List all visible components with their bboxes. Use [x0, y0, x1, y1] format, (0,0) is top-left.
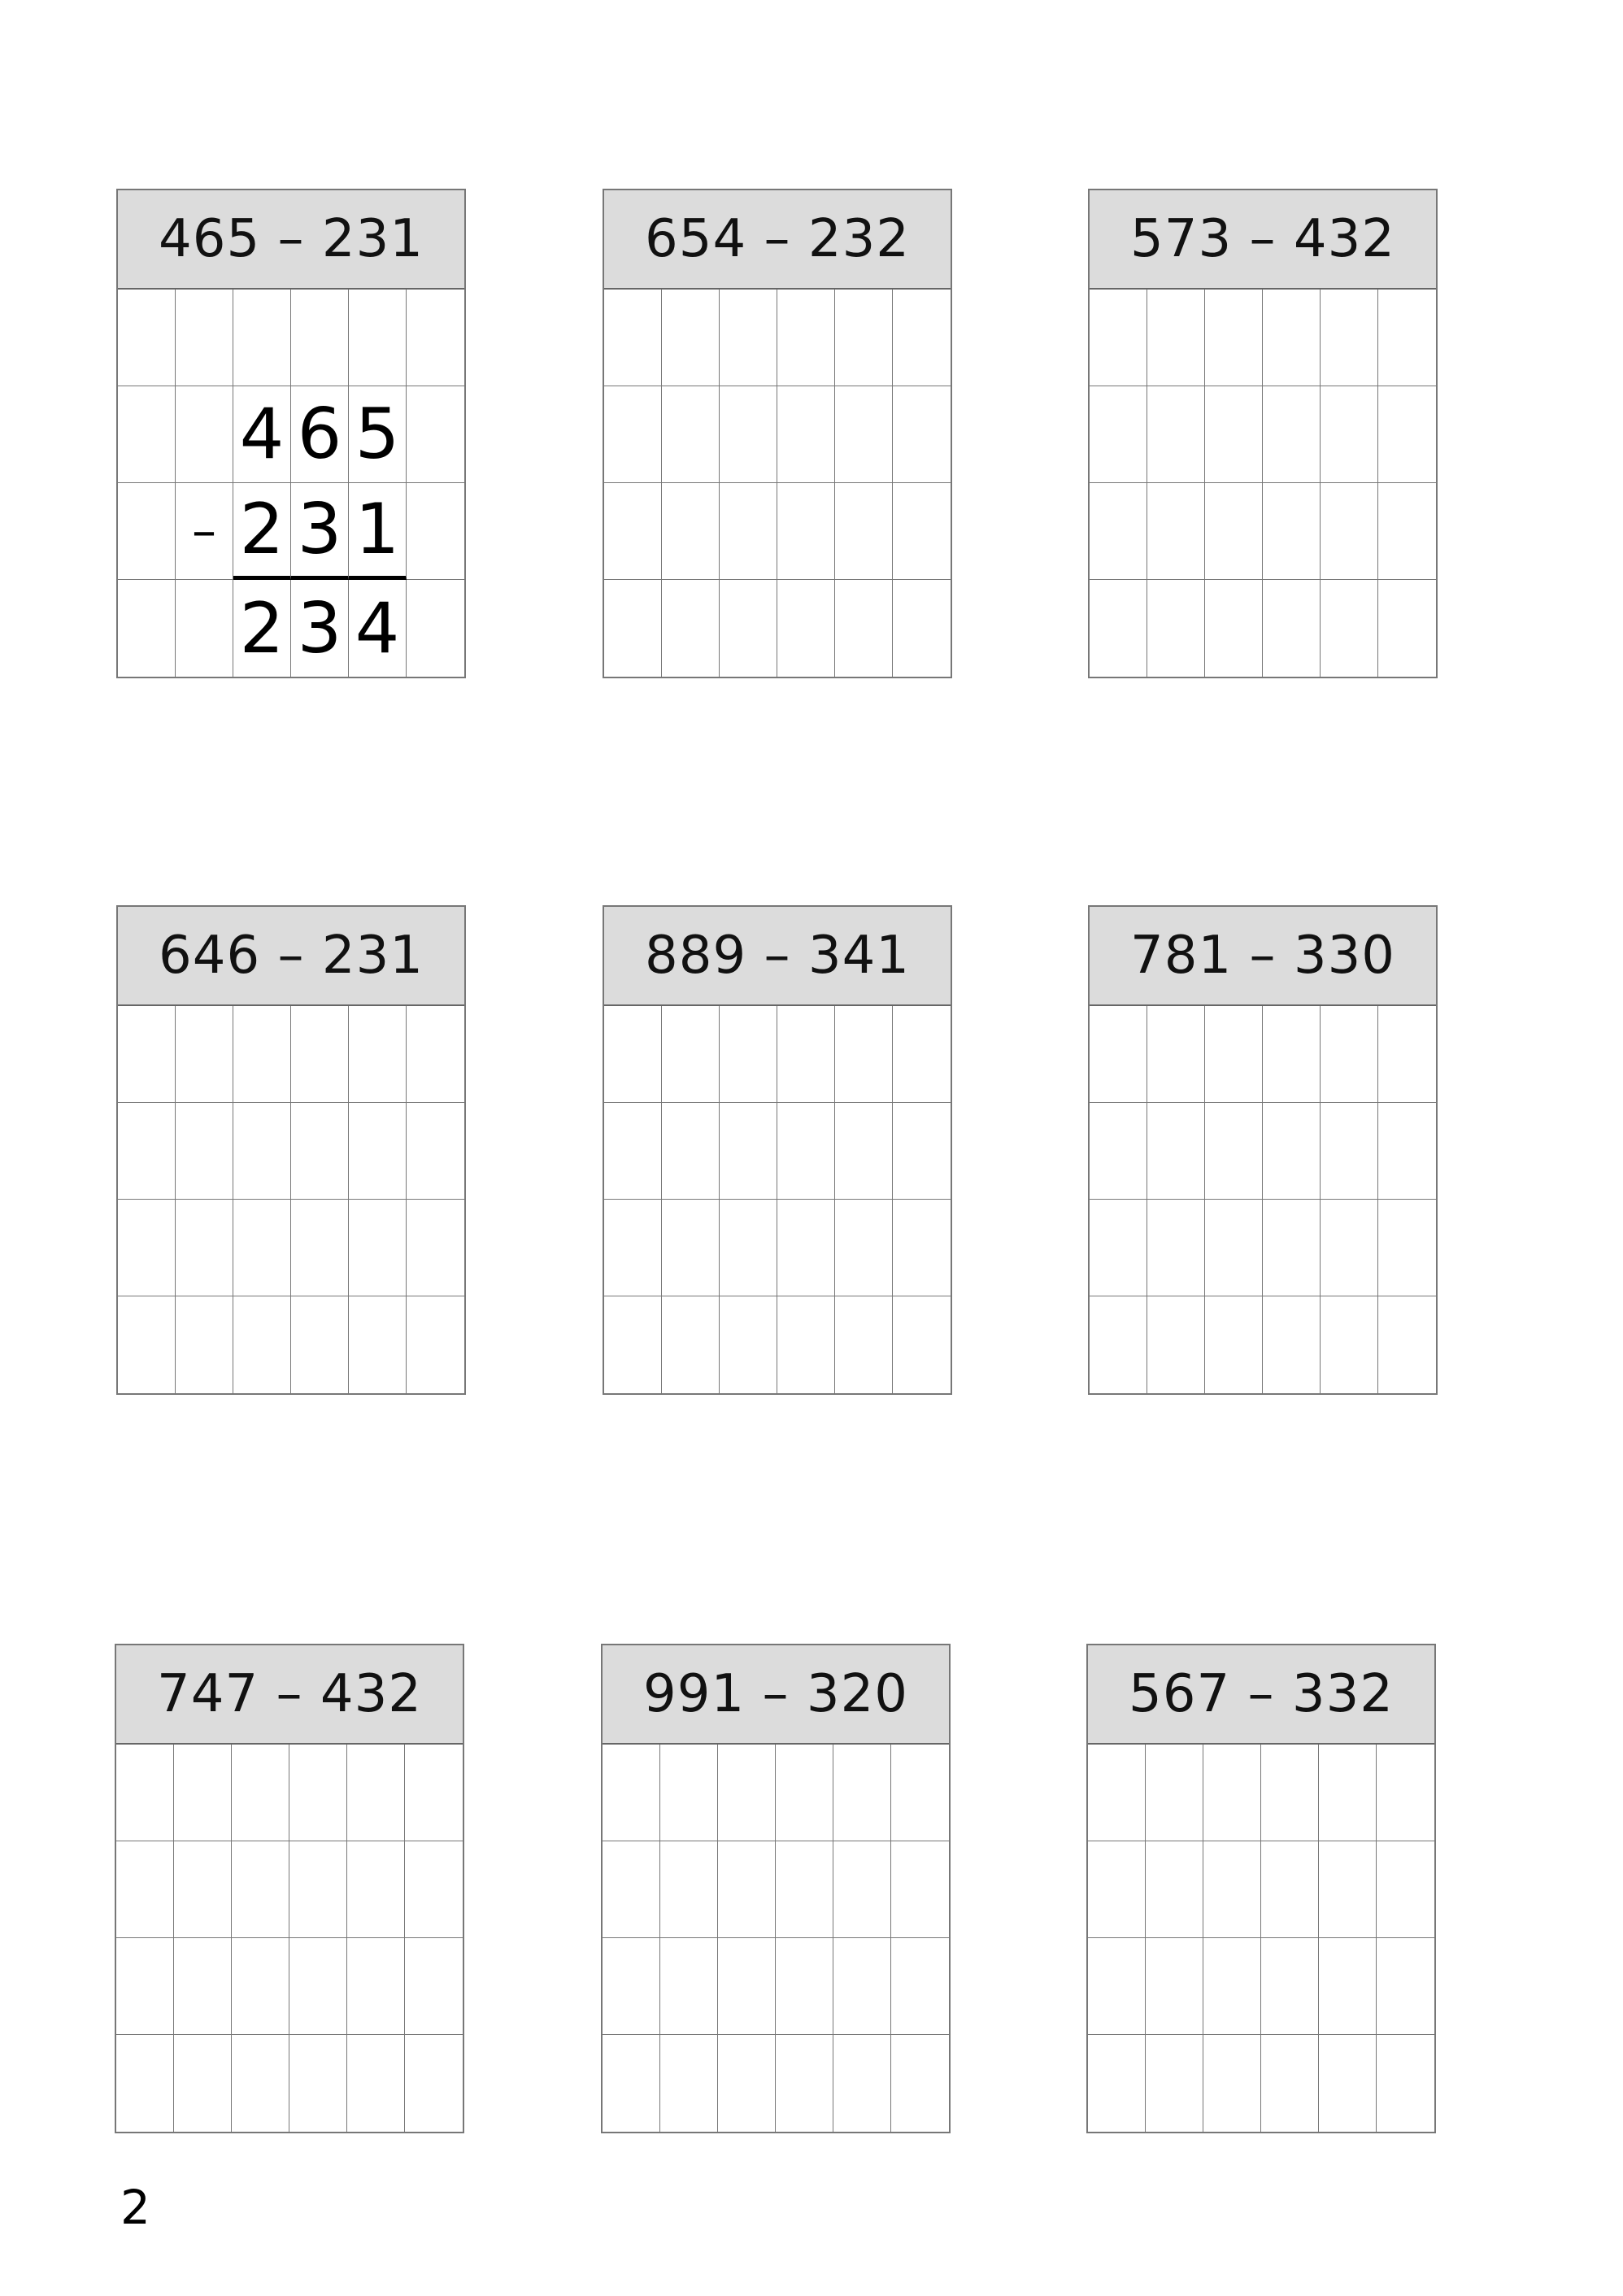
grid-cell[interactable] [291, 1103, 349, 1200]
grid-cell[interactable] [118, 1296, 176, 1393]
grid-cell[interactable] [720, 1103, 777, 1200]
grid-cell[interactable] [777, 1296, 835, 1393]
grid-cell[interactable] [891, 2035, 949, 2132]
problem-box-9 [1086, 1644, 1436, 2133]
grid-cell[interactable] [176, 1006, 233, 1103]
grid-cell[interactable] [662, 1006, 720, 1103]
grid-cell[interactable] [776, 1938, 833, 2035]
grid-cell[interactable] [1321, 386, 1378, 483]
grid-cell[interactable] [116, 1745, 174, 1841]
problem-expression: 465 – 231 [118, 190, 464, 290]
grid-cell[interactable] [777, 1103, 835, 1200]
problem-box-8 [601, 1644, 951, 2133]
problem-box-7 [115, 1644, 464, 2133]
grid-cell[interactable] [1263, 290, 1321, 386]
grid-cell[interactable] [1147, 1103, 1205, 1200]
grid-cell[interactable] [1090, 1200, 1147, 1296]
grid-cell[interactable] [233, 1296, 291, 1393]
grid-cell[interactable] [1203, 2035, 1261, 2132]
grid-cell[interactable] [1090, 1006, 1147, 1103]
problem-box-5 [603, 905, 952, 1395]
subtrahend-digit: 2 [233, 483, 291, 580]
minuend-digit: 4 [233, 386, 291, 483]
grid-cell[interactable] [232, 1841, 289, 1938]
grid-cell[interactable] [405, 1938, 463, 2035]
problem-expression: 747 – 432 [116, 1645, 463, 1745]
problem-expression: 654 – 232 [604, 190, 951, 290]
grid-cell[interactable] [1205, 1200, 1263, 1296]
grid-cell[interactable] [232, 1745, 289, 1841]
grid-cell[interactable] [118, 1006, 176, 1103]
grid-cell[interactable] [604, 1296, 662, 1393]
grid-cell[interactable] [662, 1103, 720, 1200]
grid-cell[interactable] [1090, 1296, 1147, 1393]
grid-cell[interactable] [1146, 1745, 1203, 1841]
grid-cell[interactable] [835, 580, 893, 677]
grid-cell[interactable] [893, 483, 951, 580]
page-number: 2 [120, 2180, 150, 2235]
grid-cell[interactable] [1263, 580, 1321, 677]
grid-cell[interactable] [776, 2035, 833, 2132]
grid-cell[interactable] [662, 290, 720, 386]
problem-expression: 781 – 330 [1090, 907, 1436, 1006]
grid-cell[interactable] [835, 1296, 893, 1393]
grid-cell [407, 483, 464, 580]
grid-cell[interactable] [833, 1745, 891, 1841]
grid-cell[interactable] [835, 1200, 893, 1296]
grid-cell[interactable] [176, 1296, 233, 1393]
grid-cell[interactable] [1146, 1938, 1203, 2035]
grid-cell[interactable] [1321, 1200, 1378, 1296]
grid-cell [291, 290, 349, 386]
grid-cell[interactable] [603, 1745, 660, 1841]
grid-cell[interactable] [718, 1841, 776, 1938]
grid-cell[interactable] [1203, 1938, 1261, 2035]
grid-cell[interactable] [291, 1006, 349, 1103]
grid-cell[interactable] [176, 1200, 233, 1296]
grid-cell[interactable] [1263, 386, 1321, 483]
grid-cell[interactable] [835, 1103, 893, 1200]
grid-cell[interactable] [835, 483, 893, 580]
problem-expression: 889 – 341 [604, 907, 951, 1006]
grid-cell[interactable] [1146, 2035, 1203, 2132]
grid-cell[interactable] [118, 1103, 176, 1200]
grid-cell[interactable] [720, 580, 777, 677]
grid-cell [407, 386, 464, 483]
grid-cell[interactable] [893, 1103, 951, 1200]
grid-cell[interactable] [777, 290, 835, 386]
grid-cell[interactable] [604, 1200, 662, 1296]
grid-cell[interactable] [1147, 1200, 1205, 1296]
grid-cell[interactable] [1205, 1296, 1263, 1393]
grid-cell[interactable] [349, 1006, 407, 1103]
grid-cell[interactable] [1203, 1841, 1261, 1938]
grid-cell[interactable] [347, 2035, 405, 2132]
grid-cell[interactable] [833, 1841, 891, 1938]
grid-cell[interactable] [405, 1745, 463, 1841]
grid-cell[interactable] [891, 1938, 949, 2035]
grid-cell[interactable] [289, 1938, 347, 2035]
grid-cell[interactable] [1088, 1938, 1146, 2035]
grid-cell[interactable] [349, 1296, 407, 1393]
grid-cell[interactable] [233, 1103, 291, 1200]
grid-cell[interactable] [1147, 580, 1205, 677]
grid-cell[interactable] [662, 386, 720, 483]
grid-cell[interactable] [1205, 483, 1263, 580]
grid-cell[interactable] [1319, 2035, 1377, 2132]
grid-cell[interactable] [407, 1103, 464, 1200]
grid-cell[interactable] [833, 1938, 891, 2035]
grid-cell[interactable] [662, 1296, 720, 1393]
grid-cell[interactable] [604, 580, 662, 677]
grid-cell[interactable] [407, 1006, 464, 1103]
grid-cell[interactable] [233, 1006, 291, 1103]
grid-cell[interactable] [1378, 580, 1436, 677]
grid-cell[interactable] [1090, 386, 1147, 483]
grid-cell[interactable] [662, 483, 720, 580]
grid-cell[interactable] [720, 1006, 777, 1103]
grid-cell[interactable] [777, 483, 835, 580]
grid-cell[interactable] [232, 1938, 289, 2035]
grid-cell[interactable] [660, 1841, 718, 1938]
problem-expression: 646 – 231 [118, 907, 464, 1006]
grid-cell[interactable] [1205, 1006, 1263, 1103]
grid-cell[interactable] [116, 1841, 174, 1938]
grid-cell[interactable] [776, 1745, 833, 1841]
problem-expression: 567 – 332 [1088, 1645, 1434, 1745]
problem-expression: 573 – 432 [1090, 190, 1436, 290]
grid-cell[interactable] [891, 1745, 949, 1841]
grid-cell[interactable] [1321, 290, 1378, 386]
grid-cell[interactable] [1321, 580, 1378, 677]
problem-box-2 [603, 189, 952, 678]
grid-cell[interactable] [1263, 483, 1321, 580]
grid-cell[interactable] [349, 1200, 407, 1296]
answer-grid [118, 290, 464, 677]
grid-cell[interactable] [174, 1938, 232, 2035]
grid-cell[interactable] [777, 580, 835, 677]
grid-cell[interactable] [720, 1296, 777, 1393]
grid-cell[interactable] [347, 1745, 405, 1841]
grid-cell[interactable] [1378, 386, 1436, 483]
grid-cell[interactable] [603, 1938, 660, 2035]
grid-cell [118, 290, 176, 386]
grid-cell[interactable] [1261, 2035, 1319, 2132]
grid-cell[interactable] [1147, 1296, 1205, 1393]
grid-cell[interactable] [289, 1745, 347, 1841]
grid-cell[interactable] [720, 386, 777, 483]
grid-cell[interactable] [174, 1841, 232, 1938]
grid-cell[interactable] [1319, 1841, 1377, 1938]
grid-cell[interactable] [604, 386, 662, 483]
grid-cell[interactable] [777, 1006, 835, 1103]
grid-cell[interactable] [1319, 1745, 1377, 1841]
grid-cell[interactable] [662, 580, 720, 677]
grid-cell[interactable] [407, 1296, 464, 1393]
grid-cell[interactable] [720, 1200, 777, 1296]
grid-cell[interactable] [1263, 1006, 1321, 1103]
grid-cell[interactable] [1321, 1006, 1378, 1103]
grid-cell [233, 290, 291, 386]
grid-cell[interactable] [1378, 1006, 1436, 1103]
grid-cell[interactable] [777, 386, 835, 483]
grid-cell [118, 483, 176, 580]
grid-cell[interactable] [603, 2035, 660, 2132]
grid-cell[interactable] [776, 1841, 833, 1938]
grid-cell[interactable] [603, 1841, 660, 1938]
grid-cell[interactable] [1319, 1938, 1377, 2035]
grid-cell[interactable] [893, 1296, 951, 1393]
grid-cell[interactable] [1378, 483, 1436, 580]
grid-cell[interactable] [1263, 1296, 1321, 1393]
grid-cell [407, 580, 464, 677]
answer-grid[interactable] [604, 1006, 951, 1393]
grid-cell[interactable] [893, 290, 951, 386]
grid-cell[interactable] [1377, 1745, 1434, 1841]
answer-grid[interactable] [1090, 290, 1436, 677]
grid-cell[interactable] [116, 2035, 174, 2132]
answer-grid[interactable] [603, 1745, 949, 2132]
grid-cell[interactable] [1147, 386, 1205, 483]
grid-cell[interactable] [233, 1200, 291, 1296]
grid-cell[interactable] [835, 1006, 893, 1103]
grid-cell[interactable] [1263, 1200, 1321, 1296]
grid-cell[interactable] [232, 2035, 289, 2132]
grid-cell [176, 386, 233, 483]
grid-cell[interactable] [1205, 386, 1263, 483]
grid-cell[interactable] [660, 2035, 718, 2132]
grid-cell[interactable] [718, 1745, 776, 1841]
grid-cell[interactable] [174, 1745, 232, 1841]
answer-grid[interactable] [604, 290, 951, 677]
grid-cell[interactable] [405, 1841, 463, 1938]
grid-cell[interactable] [893, 1200, 951, 1296]
problem-box-3 [1088, 189, 1438, 678]
grid-cell[interactable] [1090, 1103, 1147, 1200]
grid-cell[interactable] [662, 1200, 720, 1296]
grid-cell[interactable] [174, 2035, 232, 2132]
grid-cell[interactable] [835, 290, 893, 386]
grid-cell[interactable] [604, 483, 662, 580]
grid-cell[interactable] [289, 1841, 347, 1938]
minuend-digit: 5 [349, 386, 407, 483]
grid-cell[interactable] [1203, 1745, 1261, 1841]
grid-cell[interactable] [1261, 1841, 1319, 1938]
grid-cell[interactable] [116, 1938, 174, 2035]
grid-cell[interactable] [1378, 290, 1436, 386]
subtrahend-digit: 3 [291, 483, 349, 580]
grid-cell[interactable] [1090, 483, 1147, 580]
grid-cell[interactable] [1321, 1296, 1378, 1393]
grid-cell[interactable] [660, 1745, 718, 1841]
grid-cell[interactable] [660, 1938, 718, 2035]
grid-cell[interactable] [1377, 1841, 1434, 1938]
grid-cell[interactable] [893, 386, 951, 483]
grid-cell[interactable] [718, 1938, 776, 2035]
grid-cell[interactable] [1205, 580, 1263, 677]
grid-cell[interactable] [604, 290, 662, 386]
grid-cell[interactable] [407, 1200, 464, 1296]
grid-cell[interactable] [1263, 1103, 1321, 1200]
grid-cell[interactable] [893, 580, 951, 677]
grid-cell[interactable] [1377, 1938, 1434, 2035]
grid-cell[interactable] [176, 1103, 233, 1200]
grid-cell[interactable] [289, 2035, 347, 2132]
grid-cell[interactable] [604, 1103, 662, 1200]
answer-grid[interactable] [118, 1006, 464, 1393]
grid-cell[interactable] [835, 386, 893, 483]
grid-cell[interactable] [893, 1006, 951, 1103]
grid-cell[interactable] [1205, 290, 1263, 386]
result-digit: 4 [349, 580, 407, 677]
grid-cell[interactable] [118, 1200, 176, 1296]
grid-cell[interactable] [347, 1841, 405, 1938]
minus-sign: – [176, 483, 233, 580]
grid-cell[interactable] [1321, 483, 1378, 580]
problem-box-6 [1088, 905, 1438, 1395]
grid-cell[interactable] [720, 483, 777, 580]
grid-cell[interactable] [1088, 2035, 1146, 2132]
grid-cell[interactable] [718, 2035, 776, 2132]
grid-cell[interactable] [1088, 1745, 1146, 1841]
grid-cell [407, 290, 464, 386]
answer-grid[interactable] [1088, 1745, 1434, 2132]
result-digit: 3 [291, 580, 349, 677]
answer-grid[interactable] [1090, 1006, 1436, 1393]
subtrahend-digit: 1 [349, 483, 407, 580]
grid-cell [176, 580, 233, 677]
grid-cell [118, 386, 176, 483]
grid-cell [349, 290, 407, 386]
grid-cell[interactable] [604, 1006, 662, 1103]
grid-cell[interactable] [347, 1938, 405, 2035]
grid-cell [118, 580, 176, 677]
grid-cell[interactable] [1146, 1841, 1203, 1938]
grid-cell[interactable] [291, 1200, 349, 1296]
result-digit: 2 [233, 580, 291, 677]
grid-cell[interactable] [1377, 2035, 1434, 2132]
problem-box-1 [116, 189, 466, 678]
grid-cell [176, 290, 233, 386]
problem-box-4 [116, 905, 466, 1395]
grid-cell[interactable] [1378, 1103, 1436, 1200]
problem-expression: 991 – 320 [603, 1645, 949, 1745]
grid-cell[interactable] [1147, 483, 1205, 580]
grid-cell[interactable] [1147, 290, 1205, 386]
grid-cell[interactable] [833, 2035, 891, 2132]
grid-cell[interactable] [1090, 580, 1147, 677]
grid-cell[interactable] [1378, 1296, 1436, 1393]
grid-cell[interactable] [405, 2035, 463, 2132]
grid-cell[interactable] [1147, 1006, 1205, 1103]
grid-cell[interactable] [891, 1841, 949, 1938]
grid-cell[interactable] [1088, 1841, 1146, 1938]
answer-grid[interactable] [116, 1745, 463, 2132]
grid-cell[interactable] [1090, 290, 1147, 386]
grid-cell[interactable] [1261, 1938, 1319, 2035]
grid-cell[interactable] [291, 1296, 349, 1393]
grid-cell[interactable] [349, 1103, 407, 1200]
grid-cell[interactable] [1205, 1103, 1263, 1200]
minuend-digit: 6 [291, 386, 349, 483]
grid-cell[interactable] [777, 1200, 835, 1296]
grid-cell[interactable] [1378, 1200, 1436, 1296]
grid-cell[interactable] [1261, 1745, 1319, 1841]
grid-cell[interactable] [1321, 1103, 1378, 1200]
grid-cell[interactable] [720, 290, 777, 386]
